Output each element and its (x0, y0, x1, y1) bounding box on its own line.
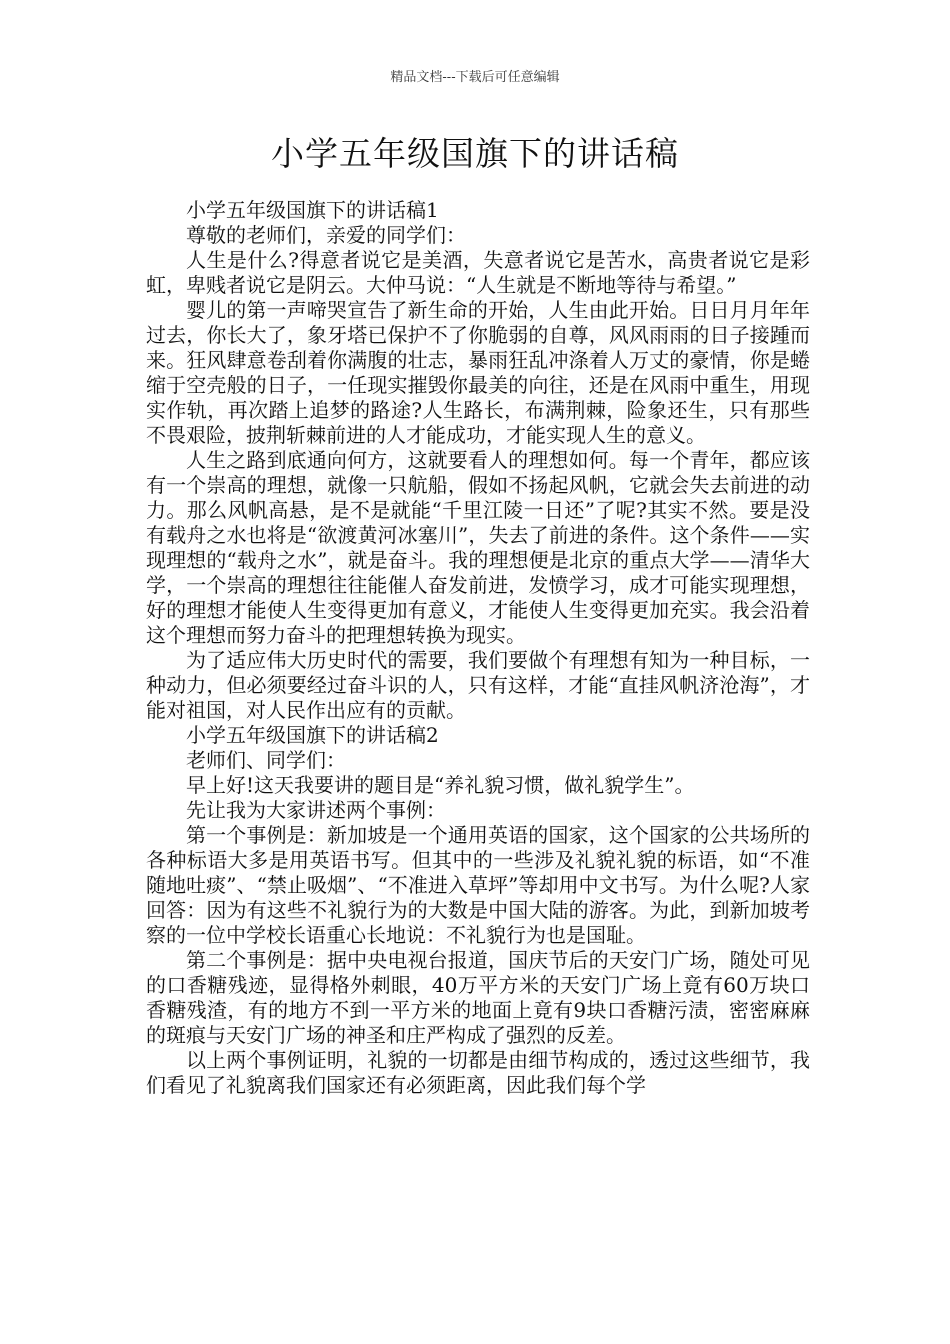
header-note: 精品文档---下载后可任意编辑 (390, 70, 560, 85)
paragraph: 先让我为大家讲述两个事例： (186, 798, 446, 822)
document-body (146, 198, 810, 1098)
document-title: 小学五年级国旗下的讲话稿 (271, 134, 679, 173)
paragraph: 人生是什么?得意者说它是美酒，失意者说它是苦水，高贵者说它是彩虹，卑贱者说它是阴云。大仲马说：“人生就是不断地等待与希望。” (146, 248, 810, 297)
salutation-1: 尊敬的老师们，亲爱的同学们： (186, 223, 466, 247)
paragraph: 婴儿的第一声啼哭宣告了新生命的开始，人生由此开始。日日月月年年过去，你长大了，象牙塔已保护不了你脆弱的自尊，风风雨雨的日子接踵而来。狂风肆意卷刮着你满腹的壮志，暴雨狂乱冲涤着人万丈的豪情，你是蜷缩于空壳般的日子，一任现实摧毁你最美的向往，还是在风雨中重生，用现实作轨，再次踏上追梦的路途?人生路长，布满荆棘，险象还生，只有那些不畏艰险，披荆斩棘前进的人才能成功，才能实现人生的意义。 (146, 298, 810, 447)
subtitle-speech-2: 小学五年级国旗下的讲话稿2 (186, 723, 439, 747)
paragraph: 为了适应伟大历史时代的需要，我们要做个有理想有知为一种目标，一种动力，但必须要经过奋斗识的人，只有这样，才能“直挂风帆济沧海”，才能对祖国，对人民作出应有的贡献。 (146, 648, 810, 722)
paragraph: 第二个事例是：据中央电视台报道，国庆节后的天安门广场，随处可见的口香糖残迹，显得格外刺眼，40万平方米的天安门广场上竟有60万块口香糖残渣，有的地方不到一平方米的地面上竟有9块口香糖污渍，密密麻麻的斑痕与天安门广场的神圣和庄严构成了强烈的反差。 (146, 948, 810, 1047)
paragraph: 早上好!这天我要讲的题目是“养礼貌习惯，做礼貌学生”。 (186, 773, 695, 797)
subtitle-speech-1: 小学五年级国旗下的讲话稿1 (186, 198, 439, 222)
paragraph: 人生之路到底通向何方，这就要看人的理想如何。每一个青年，都应该有一个崇高的理想，就像一只航船，假如不扬起风帆，它就会失去前进的动力。那么风帆高悬，是不是就能“千里江陵一日还”了呢?其实不然。要是没有载舟之水也将是“欲渡黄河冰塞川”，失去了前进的条件。这个条件——实现理想的“载舟之水”，就是奋斗。我的理想便是北京的重点大学——清华大学，一个崇高的理想往往能催人奋发前进，发愤学习，成才可能实现理想，好的理想才能使人生变得更加有意义，才能使人生变得更加充实。我会沿着这个理想而努力奋斗的把理想转换为现实。 (146, 448, 810, 647)
salutation-2: 老师们、同学们： (186, 748, 346, 772)
paragraph: 第一个事例是：新加坡是一个通用英语的国家，这个国家的公共场所的各种标语大多是用英语书写。但其中的一些涉及礼貌礼貌的标语，如“不准随地吐痰”、“禁止吸烟”、“不准进入草坪”等却用中文书写。为什么呢?人家回答：因为有这些不礼貌行为的大数是中国大陆的游客。为此，到新加坡考察的一位中学校长语重心长地说：不礼貌行为也是国耻。 (146, 823, 810, 947)
paragraph: 以上两个事例证明，礼貌的一切都是由细节构成的，透过这些细节，我们看见了礼貌离我们国家还有必须距离，因此我们每个学 (146, 1048, 810, 1097)
